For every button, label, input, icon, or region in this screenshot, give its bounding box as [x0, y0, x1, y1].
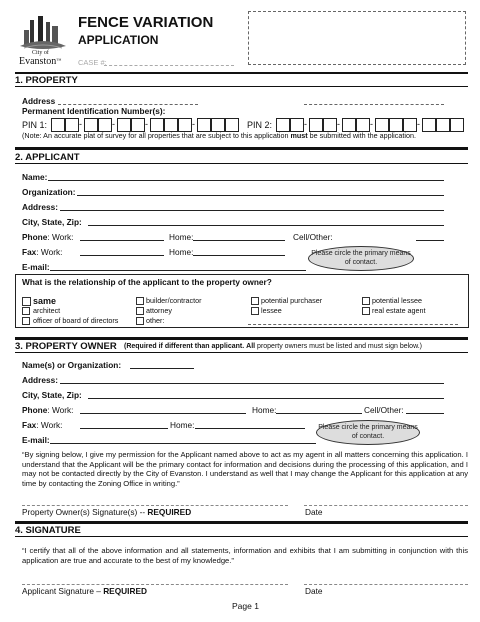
applicant-date-label: Date: [305, 586, 323, 596]
owner-phone-home-field[interactable]: [276, 413, 362, 414]
page-title: FENCE VARIATION: [78, 14, 214, 31]
office-use-box: [248, 11, 466, 65]
applicant-fax-work-field[interactable]: [80, 255, 164, 256]
pin-separator: -: [417, 119, 420, 129]
option-potential-lessee-label: potential lessee: [372, 296, 422, 305]
option-other-checkbox[interactable]: [136, 317, 144, 325]
applicant-email-label: E-mail:: [22, 262, 50, 272]
applicant-phone-home-field[interactable]: [193, 240, 285, 241]
page-subtitle: APPLICATION: [78, 33, 159, 47]
option-potential-lessee-checkbox[interactable]: [362, 297, 370, 305]
applicant-fax-label: Fax: Work:: [22, 247, 63, 257]
option-lessee-label: lessee: [261, 306, 282, 315]
pin2-box[interactable]: [436, 118, 450, 132]
owner-authorization-text: “By signing below, I give my permission for the Applicant named above to act as my agent in all matters concerning this application. I understand that the Applicant will be the primary contact for information and decisions during the processing of this application, and I may not be contacted directly by the City of Evanston. I understand as well that I may change the Applicant for this application at any time by contacting the Zoning Office in writing.”: [22, 450, 468, 488]
pin2-box[interactable]: [342, 118, 356, 132]
option-attorney-checkbox[interactable]: [136, 307, 144, 315]
owner-date-field[interactable]: [304, 505, 468, 506]
applicant-signature-label: Applicant Signature – REQUIRED: [22, 586, 147, 596]
pin-separator: -: [337, 119, 340, 129]
applicant-name-label: Name:: [22, 172, 48, 182]
pin1-box[interactable]: [197, 118, 211, 132]
pin1-box[interactable]: [131, 118, 145, 132]
option-same-checkbox[interactable]: [22, 297, 31, 306]
section-4-rule: [15, 521, 468, 524]
section-1-title: 1. PROPERTY: [15, 75, 78, 86]
pin1-label: PIN 1:: [22, 120, 48, 130]
option-architect-checkbox[interactable]: [22, 307, 30, 315]
option-builder-label: builder/contractor: [146, 296, 202, 305]
owner-signature-field[interactable]: [22, 505, 288, 506]
applicant-address-field[interactable]: [60, 210, 444, 211]
owner-fax-home-field[interactable]: [195, 428, 305, 429]
applicant-city-label: City, State, Zip:: [22, 217, 82, 227]
pin-separator: -: [304, 119, 307, 129]
pin1-box[interactable]: [51, 118, 65, 132]
section-1-rule: [15, 72, 468, 74]
applicant-phone-work-field[interactable]: [80, 240, 164, 241]
applicant-name-field[interactable]: [48, 180, 444, 181]
owner-fax-work-field[interactable]: [80, 428, 168, 429]
applicant-city-field[interactable]: [88, 225, 444, 226]
pin2-box[interactable]: [309, 118, 323, 132]
applicant-phone-label: Phone: Work:: [22, 232, 74, 242]
certification-text: “I certify that all of the above information and all statements, information and exhibits that I am submitting in conjunction with this application are true and accurate to the best of my knowledge.”: [22, 546, 468, 565]
owner-phone-cell-field[interactable]: [406, 413, 444, 414]
option-officer-checkbox[interactable]: [22, 317, 30, 325]
applicant-phone-cell-field[interactable]: [416, 240, 444, 241]
pin-separator: -: [145, 119, 148, 129]
pin1-box[interactable]: [211, 118, 225, 132]
section-3-underline: [15, 352, 468, 353]
plat-survey-note: (Note: An accurate plat of survey for all properties that are subject to this application must be submitted with the application.: [22, 131, 416, 140]
pin-separator: -: [370, 119, 373, 129]
option-purchaser-checkbox[interactable]: [251, 297, 259, 305]
property-address-field-2[interactable]: [304, 104, 444, 105]
applicant-organization-label: Organization:: [22, 187, 76, 197]
owner-phone-work-field[interactable]: [80, 413, 246, 414]
owner-address-field[interactable]: [60, 383, 444, 384]
applicant-phone-cell-label: Cell/Other:: [293, 232, 333, 242]
applicant-phone-home-label: Home:: [169, 232, 194, 242]
applicant-fax-home-field[interactable]: [193, 255, 285, 256]
section-3-title: 3. PROPERTY OWNER: [15, 341, 117, 352]
section-1-underline: [15, 86, 468, 87]
owner-phone-home-label: Home:: [252, 405, 277, 415]
page-number: Page 1: [232, 601, 259, 611]
owner-phone-label: Phone: Work:: [22, 405, 74, 415]
applicant-organization-field[interactable]: [77, 195, 444, 196]
pin2-label: PIN 2:: [247, 120, 273, 130]
section-2-rule: [15, 147, 468, 150]
city-logo: [16, 12, 70, 67]
pin1-box[interactable]: [164, 118, 178, 132]
pin2-box[interactable]: [323, 118, 337, 132]
property-address-label: Address: [22, 96, 56, 106]
owner-fax-home-label: Home:: [170, 420, 195, 430]
case-number-label: CASE #:: [78, 58, 107, 67]
pin1-box[interactable]: [150, 118, 164, 132]
owner-fax-label: Fax: Work:: [22, 420, 63, 430]
pin1-box[interactable]: [117, 118, 131, 132]
owner-city-label: City, State, Zip:: [22, 390, 82, 400]
evanston-logo-icon: [16, 12, 70, 52]
pin1-box[interactable]: [225, 118, 239, 132]
option-architect-label: architect: [33, 306, 61, 315]
pin1-box[interactable]: [65, 118, 79, 132]
owner-city-field[interactable]: [88, 398, 444, 399]
pin2-box[interactable]: [422, 118, 436, 132]
option-attorney-label: attorney: [146, 306, 172, 315]
case-number-field[interactable]: [104, 65, 234, 66]
option-real-estate-checkbox[interactable]: [362, 307, 370, 315]
owner-phone-cell-label: Cell/Other:: [364, 405, 404, 415]
owner-contact-note: Please circle the primary means of contact.: [316, 420, 420, 445]
pin2-box[interactable]: [375, 118, 389, 132]
pin1-box[interactable]: [178, 118, 192, 132]
option-builder-checkbox[interactable]: [136, 297, 144, 305]
applicant-contact-note: Please circle the primary means of contact.: [308, 246, 414, 271]
pin2-box[interactable]: [356, 118, 370, 132]
pin2-box[interactable]: [450, 118, 464, 132]
owner-required-note: (Required if different than applicant. All property owners must be listed and must sign below.): [124, 343, 423, 350]
applicant-email-field[interactable]: [50, 270, 306, 271]
section-4-underline: [15, 536, 468, 537]
option-lessee-checkbox[interactable]: [251, 307, 259, 315]
owner-names-field[interactable]: [130, 368, 194, 369]
owner-email-label: E-mail:: [22, 435, 50, 445]
pin1-box[interactable]: [98, 118, 112, 132]
option-officer-label: officer of board of directors: [33, 316, 119, 325]
owner-date-label: Date: [305, 507, 323, 517]
pin1-box[interactable]: [84, 118, 98, 132]
relationship-question: What is the relationship of the applicant to the property owner?: [22, 277, 272, 287]
property-address-field[interactable]: [58, 104, 198, 105]
logo-city-name: Evanston™: [19, 56, 62, 67]
applicant-fax-home-label: Home:: [169, 247, 194, 257]
owner-address-label: Address:: [22, 375, 58, 385]
section-3-rule: [15, 337, 468, 340]
pin-separator: -: [79, 119, 82, 129]
section-2-title: 2. APPLICANT: [15, 152, 80, 163]
applicant-signature-field[interactable]: [22, 584, 288, 585]
owner-email-field[interactable]: [50, 443, 316, 444]
pin-separator: -: [112, 119, 115, 129]
pin2-box[interactable]: [389, 118, 403, 132]
owner-names-label: Name(s) or Organization:: [22, 360, 122, 370]
applicant-address-label: Address:: [22, 202, 58, 212]
section-4-title: 4. SIGNATURE: [15, 525, 81, 536]
option-other-label: other:: [146, 316, 165, 325]
logo-city-small: City of: [32, 50, 49, 56]
option-same-label: same: [33, 296, 57, 306]
applicant-date-field[interactable]: [304, 584, 468, 585]
option-real-estate-label: real estate agent: [372, 306, 426, 315]
pin2-box[interactable]: [276, 118, 290, 132]
owner-signature-label: Property Owner(s) Signature(s) -- REQUIRED: [22, 507, 192, 517]
option-purchaser-label: potential purchaser: [261, 296, 323, 305]
pin2-box[interactable]: [403, 118, 417, 132]
pin2-box[interactable]: [290, 118, 304, 132]
pin-heading: Permanent Identification Number(s):: [22, 106, 166, 116]
pin-separator: -: [192, 119, 195, 129]
option-other-field[interactable]: [248, 324, 458, 325]
section-2-underline: [15, 163, 468, 164]
